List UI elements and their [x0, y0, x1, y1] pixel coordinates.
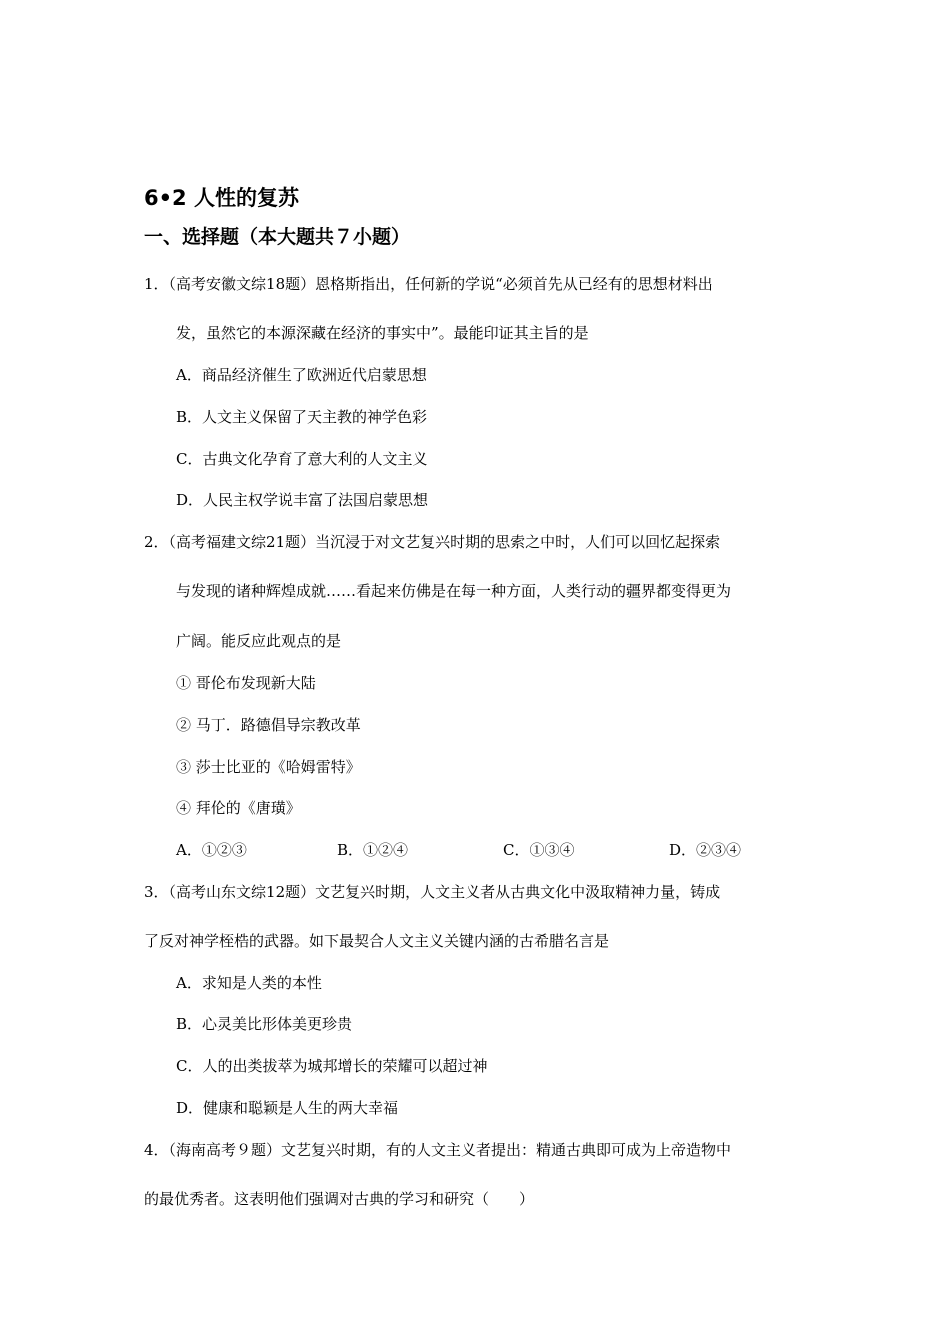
question-1-option-c: C．古典文化孕育了意大利的人文主义	[176, 450, 428, 468]
question-2-statement-4: ④ 拜伦的《唐璜》	[176, 799, 301, 817]
question-1-option-b: B．人文主义保留了天主教的神学色彩	[176, 408, 428, 426]
question-1-stem: 1．（高考安徽文综18题）恩格斯指出，任何新的学说“必须首先从已经有的思想材料出	[144, 275, 713, 293]
question-2-option-d: D．②③④	[669, 841, 742, 859]
question-1-option-d: D．人民主权学说丰富了法国启蒙思想	[176, 491, 429, 509]
question-3-option-b: B．心灵美比形体美更珍贵	[176, 1015, 353, 1033]
question-2-stem-cont: 与发现的诸种辉煌成就……看起来仿佛是在每一种方面，人类行动的疆界都变得更为	[176, 582, 732, 600]
lesson-title: 6•2 人性的复苏	[144, 186, 299, 210]
question-4-stem-cont: 的最优秀者。这表明他们强调对古典的学习和研究（ ）	[144, 1190, 535, 1208]
question-2-statement-3: ③ 莎士比亚的《哈姆雷特》	[176, 758, 361, 776]
question-3-stem: 3．（高考山东文综12题）文艺复兴时期，人文主义者从古典文化中汲取精神力量，铸成	[144, 883, 721, 901]
question-3-option-d: D．健康和聪颖是人生的两大幸福	[176, 1099, 399, 1117]
question-1-stem-cont: 发，虽然它的本源深藏在经济的事实中”。最能印证其主旨的是	[176, 324, 589, 342]
question-2-statement-2: ② 马丁．路德倡导宗教改革	[176, 716, 361, 734]
question-3-stem-cont: 了反对神学桎梏的武器。如下最契合人文主义关键内涵的古希腊名言是	[144, 932, 610, 950]
question-2-option-b: B．①②④	[337, 841, 409, 859]
question-3-option-a: A．求知是人类的本性	[176, 974, 322, 992]
question-2-stem: 2．（高考福建文综21题）当沉浸于对文艺复兴时期的思索之中时，人们可以回忆起探索	[144, 533, 721, 551]
question-4-stem: 4．（海南高考９题）文艺复兴时期，有的人文主义者提出：精通古典即可成为上帝造物中	[144, 1141, 732, 1159]
section-heading: 一、选择题（本大题共７小题）	[144, 226, 411, 248]
question-2-stem-cont-2: 广阔。能反应此观点的是	[176, 632, 342, 650]
question-3-option-c: C．人的出类拔萃为城邦增长的荣耀可以超过神	[176, 1057, 488, 1075]
question-2-option-c: C．①③④	[503, 841, 575, 859]
question-1-option-a: A．商品经济催生了欧洲近代启蒙思想	[176, 366, 427, 384]
question-2-statement-1: ① 哥伦布发现新大陆	[176, 674, 316, 692]
question-2-option-a: A．①②③	[176, 841, 247, 859]
